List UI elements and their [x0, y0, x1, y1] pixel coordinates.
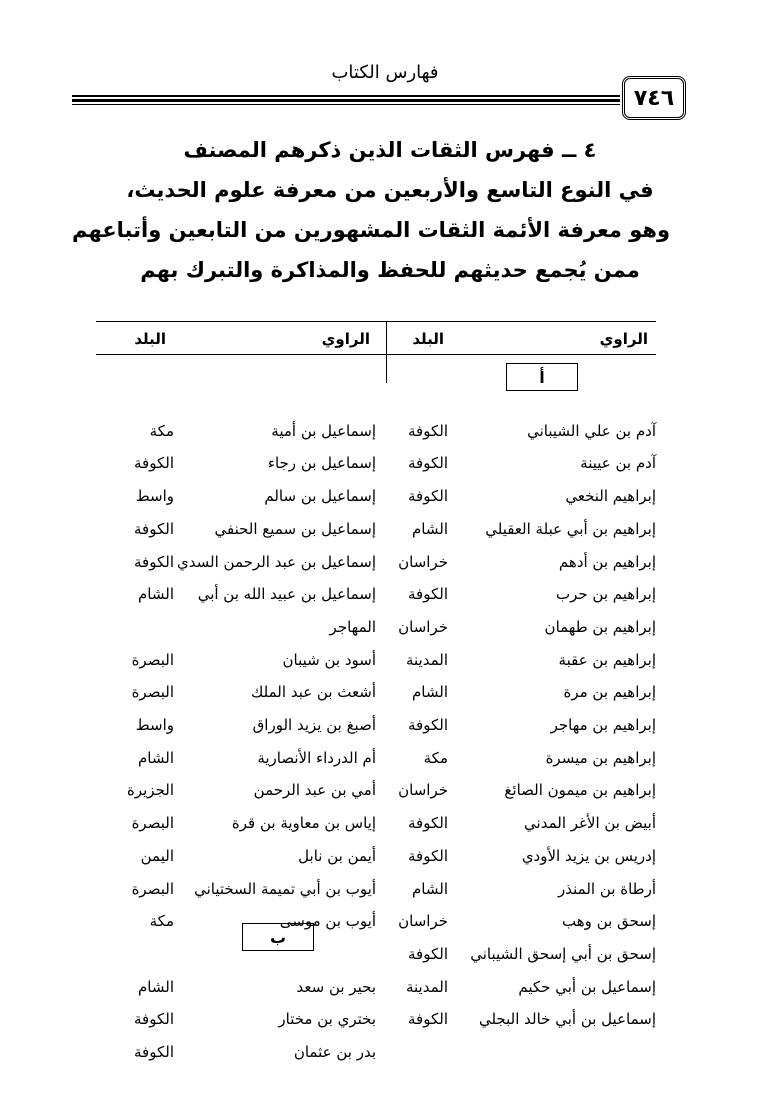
- narrator-name: إسماعيل بن أبي حكيم: [518, 977, 656, 996]
- narrator-name: إبراهيم بن طهمان: [544, 617, 656, 636]
- narrator-country: البصرة: [131, 683, 174, 702]
- column-divider: [386, 321, 387, 383]
- narrator-name: إسماعيل بن سالم: [264, 487, 376, 506]
- narrator-country: الشام: [412, 683, 448, 702]
- narrator-country: خراسان: [398, 552, 448, 571]
- header-country-right: البلد: [412, 330, 444, 348]
- title-line: ٤ ــ فهرس الثقات الذين ذكرهم المصنف: [183, 138, 597, 162]
- section-letter-ba: ب: [242, 923, 314, 951]
- narrator-name-continuation: المهاجر: [329, 617, 376, 636]
- header-narrator-left: الراوي: [321, 330, 370, 348]
- narrator-country: الشام: [412, 879, 448, 898]
- narrator-country: البصرة: [131, 650, 174, 669]
- narrator-country: الكوفة: [408, 585, 448, 604]
- title-line: ممن يُجمع حديثهم للحفظ والمذاكرة والتبرك بهم: [140, 258, 640, 282]
- narrator-country: خراسان: [398, 912, 448, 931]
- narrator-country: الشام: [138, 585, 174, 604]
- narrator-name: إبراهيم بن حرب: [555, 585, 656, 604]
- narrator-name: أشعث بن عبد الملك: [251, 683, 376, 702]
- page-number: ٧٤٦: [622, 76, 686, 120]
- section-letter-alif: أ: [506, 363, 578, 391]
- narrator-country: الكوفة: [408, 846, 448, 865]
- narrator-name: بدر بن عثمان: [293, 1043, 376, 1061]
- header-narrator-right: الراوي: [599, 330, 648, 348]
- table-header: [96, 321, 656, 355]
- title-line: في النوع التاسع والأربعين من معرفة علوم الحديث،: [126, 178, 654, 202]
- narrator-name: إسحق بن أبي إسحق الشيباني: [470, 944, 656, 963]
- narrator-country: مكة: [149, 421, 174, 440]
- narrator-country: الجزيرة: [126, 781, 174, 800]
- narrator-name: آدم بن علي الشيباني: [527, 421, 656, 440]
- title-line: وهو معرفة الأئمة الثقات المشهورين من التابعين وأتباعهم: [71, 218, 670, 242]
- narrator-name: إبراهيم بن ميمون الصائغ: [504, 781, 656, 800]
- narrator-name: إسماعيل بن عبد الرحمن السدي: [177, 552, 376, 571]
- narrator-country: الكوفة: [408, 716, 448, 734]
- narrator-country: المدينة: [405, 650, 448, 669]
- narrator-name: إسماعيل بن أبي خالد البجلي: [478, 1010, 656, 1029]
- narrator-country: الشام: [138, 748, 174, 767]
- narrator-name: أيمن بن نابل: [298, 846, 376, 865]
- narrator-country: الكوفة: [134, 454, 174, 473]
- header-country-left: البلد: [134, 330, 166, 348]
- narrator-country: البصرة: [131, 814, 174, 833]
- header-rule: [72, 95, 620, 105]
- narrator-name: إسحق بن وهب: [562, 912, 656, 931]
- narrator-name: آدم بن عيينة: [580, 454, 656, 473]
- narrator-country: الكوفة: [134, 1043, 174, 1061]
- narrator-country: واسط: [135, 487, 174, 506]
- narrator-name: إبراهيم بن مهاجر: [550, 716, 656, 734]
- narrator-name: أمي بن عبد الرحمن: [253, 781, 376, 800]
- narrator-country: مكة: [423, 748, 448, 767]
- page-header-title: فهارس الكتاب: [331, 62, 439, 83]
- narrator-name: إبراهيم بن أبي عبلة العقيلي: [485, 519, 656, 538]
- narrator-name: إسماعيل بن سميع الحنفي: [214, 519, 376, 538]
- narrator-name: أسود بن شيبان: [282, 650, 376, 669]
- narrator-name: إبراهيم بن عقبة: [558, 650, 656, 669]
- narrator-country: الكوفة: [408, 1010, 448, 1029]
- narrator-name: بحير بن سعد: [296, 977, 376, 996]
- narrator-name: أيوب بن أبي تميمة السختياني: [194, 879, 376, 898]
- narrator-name: أيوب بن موسى: [279, 912, 376, 931]
- narrator-name: أبيض بن الأغر المدني: [524, 814, 656, 833]
- narrator-country: المدينة: [405, 977, 448, 996]
- narrator-name: إياس بن معاوية بن قرة: [231, 814, 376, 833]
- narrator-country: الشام: [412, 519, 448, 538]
- narrator-name: إسماعيل بن رجاء: [267, 454, 376, 473]
- narrator-name: إدريس بن يزيد الأودي: [521, 846, 656, 865]
- narrator-name: إبراهيم بن مرة: [563, 683, 656, 702]
- narrator-country: الكوفة: [408, 454, 448, 473]
- narrator-name: أرطاة بن المنذر: [558, 879, 656, 898]
- narrator-country: الشام: [138, 977, 174, 996]
- narrator-country: الكوفة: [134, 519, 174, 538]
- narrator-country: خراسان: [398, 781, 448, 800]
- narrator-country: الكوفة: [408, 814, 448, 833]
- narrator-name: بختري بن مختار: [278, 1010, 376, 1029]
- narrator-name: إبراهيم بن ميسرة: [545, 748, 656, 767]
- narrator-country: الكوفة: [408, 944, 448, 963]
- narrators-index-table: [96, 321, 656, 1081]
- narrator-country: واسط: [135, 716, 174, 734]
- narrator-country: الكوفة: [408, 487, 448, 506]
- narrator-name: إبراهيم النخعي: [565, 487, 656, 506]
- narrator-country: الكوفة: [134, 1010, 174, 1029]
- narrator-country: مكة: [149, 912, 174, 931]
- narrator-name: إسماعيل بن عبيد الله بن أبي: [197, 585, 376, 604]
- narrator-name: أم الدرداء الأنصارية: [257, 748, 376, 767]
- narrator-country: الكوفة: [134, 552, 174, 571]
- narrator-country: خراسان: [398, 617, 448, 636]
- narrator-country: البصرة: [131, 879, 174, 898]
- narrator-name: إبراهيم بن أدهم: [558, 552, 656, 571]
- narrator-country: الكوفة: [408, 421, 448, 440]
- narrator-country: اليمن: [140, 846, 174, 865]
- narrator-name: أصبغ بن يزيد الوراق: [252, 716, 376, 734]
- section-title: [71, 130, 670, 290]
- narrator-name: إسماعيل بن أمية: [271, 421, 376, 440]
